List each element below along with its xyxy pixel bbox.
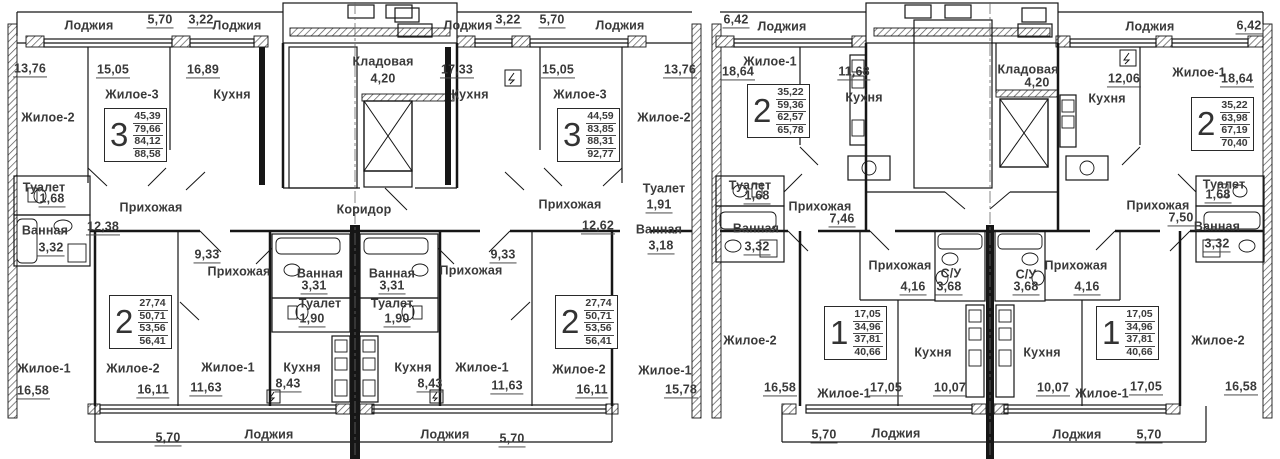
room-label: Кухня bbox=[1023, 345, 1061, 360]
area-value: 5,70 bbox=[1136, 428, 1163, 443]
area-value: 3,32 bbox=[1204, 237, 1231, 252]
room-label: Жилое-1 bbox=[1172, 65, 1226, 80]
apartment-info-box bbox=[747, 84, 810, 138]
room-label: Туалет bbox=[298, 296, 342, 311]
room-label: Жилое-1 bbox=[1075, 386, 1129, 401]
apartment-areas bbox=[851, 307, 885, 359]
room-label: Лоджия bbox=[64, 18, 114, 33]
area-value: 1,91 bbox=[646, 198, 673, 213]
room-label: Жилое-1 bbox=[817, 386, 871, 401]
area-value: 12,06 bbox=[1107, 72, 1141, 87]
area-value: 1,68 bbox=[1205, 188, 1232, 203]
area-value: 11,68 bbox=[837, 65, 870, 80]
apartment-area-value: 27,74 bbox=[139, 297, 166, 309]
apartment-area-value: 50,71 bbox=[585, 309, 612, 322]
apartment-area-value: 45,39 bbox=[134, 110, 161, 122]
apartment-area-value: 17,05 bbox=[1126, 308, 1153, 320]
room-label: Прихожая bbox=[868, 258, 932, 273]
room-label: Жилое-2 bbox=[1191, 333, 1245, 348]
apartment-area-value: 59,36 bbox=[777, 98, 804, 111]
room-label: Прихожая bbox=[538, 197, 602, 212]
room-label: Лоджия bbox=[212, 18, 262, 33]
apartment-rooms-count: 2 bbox=[561, 303, 580, 340]
room-label: Прихожая bbox=[119, 200, 183, 215]
apartment-area-value: 35,22 bbox=[777, 86, 804, 98]
apartment-rooms-count: 1 bbox=[1102, 314, 1121, 351]
apartment-info-box bbox=[109, 295, 172, 349]
area-value: 5,70 bbox=[155, 431, 182, 446]
apartment-area-value: 70,40 bbox=[1221, 136, 1248, 149]
area-value: 16,89 bbox=[186, 63, 220, 78]
apartment-rooms-count: 3 bbox=[563, 116, 582, 153]
area-value: 13,76 bbox=[663, 63, 697, 78]
room-label: Кладовая bbox=[997, 62, 1059, 77]
area-value: 4,20 bbox=[370, 71, 396, 86]
area-value: 10,07 bbox=[933, 381, 967, 396]
area-value: 3,18 bbox=[648, 239, 675, 254]
area-value: 6,42 bbox=[723, 13, 750, 28]
apartment-areas bbox=[136, 296, 170, 348]
room-label: Туалет bbox=[22, 180, 66, 195]
room-label: Ванная bbox=[296, 266, 344, 281]
area-value: 5,70 bbox=[499, 432, 526, 447]
area-value: 6,42 bbox=[1236, 19, 1263, 34]
area-value: 16,11 bbox=[575, 383, 608, 398]
area-value: 15,78 bbox=[664, 383, 698, 398]
room-label: Жилое-3 bbox=[553, 87, 607, 102]
area-value: 3,68 bbox=[1013, 280, 1040, 295]
room-label: Жилое-1 bbox=[743, 54, 797, 69]
room-label: Лоджия bbox=[1052, 427, 1102, 442]
apartment-rooms-count: 2 bbox=[115, 303, 134, 340]
room-label: Кухня bbox=[213, 87, 251, 102]
room-label: Ванная bbox=[732, 221, 780, 236]
room-label: Кладовая bbox=[352, 54, 414, 69]
area-value: 1,68 bbox=[39, 192, 66, 207]
area-value: 1,90 bbox=[384, 312, 411, 327]
room-label: Лоджия bbox=[1125, 19, 1175, 34]
room-label: Ванная bbox=[368, 266, 416, 281]
area-value: 3,68 bbox=[936, 280, 963, 295]
apartment-area-value: 27,74 bbox=[585, 297, 612, 309]
area-value: 4,16 bbox=[1074, 280, 1101, 295]
room-label: Лоджия bbox=[595, 18, 645, 33]
area-value: 16,58 bbox=[1224, 380, 1258, 395]
apartment-area-value: 56,41 bbox=[139, 334, 166, 347]
room-label: Жилое-2 bbox=[106, 361, 160, 376]
apartment-areas bbox=[774, 85, 808, 137]
apartment-area-value: 53,56 bbox=[585, 322, 612, 335]
apartment-info-box bbox=[555, 295, 618, 349]
apartment-areas bbox=[584, 109, 618, 161]
room-label: Туалет bbox=[1202, 177, 1246, 192]
apartment-areas bbox=[1123, 307, 1157, 359]
apartment-rooms-count: 1 bbox=[830, 314, 849, 351]
area-value: 4,16 bbox=[900, 280, 927, 295]
room-label: Жилое-1 bbox=[638, 363, 692, 378]
room-label: Кухня bbox=[283, 360, 321, 375]
room-label: Туалет bbox=[370, 296, 414, 311]
room-label: Лоджия bbox=[443, 18, 493, 33]
room-label: Жилое-2 bbox=[552, 362, 606, 377]
apartment-rooms-count: 2 bbox=[753, 92, 772, 129]
room-label: Кухня bbox=[451, 87, 489, 102]
apartment-area-value: 67,19 bbox=[1221, 124, 1248, 137]
room-label: Кухня bbox=[1088, 91, 1126, 106]
room-label: Ванная bbox=[1193, 219, 1241, 234]
apartment-area-value: 37,81 bbox=[1126, 333, 1153, 346]
area-value: 3,31 bbox=[379, 279, 406, 294]
apartment-area-value: 40,66 bbox=[1126, 345, 1153, 358]
area-value: 7,50 bbox=[1168, 211, 1195, 226]
area-value: 10,07 bbox=[1036, 381, 1070, 396]
area-value: 11,63 bbox=[189, 381, 222, 396]
area-value: 16,58 bbox=[16, 384, 50, 399]
area-value: 15,05 bbox=[96, 63, 130, 78]
room-label: Жилое-2 bbox=[637, 110, 691, 125]
room-label: С/У bbox=[940, 266, 962, 281]
room-label: С/У bbox=[1015, 267, 1037, 282]
room-label: Ванная bbox=[635, 222, 683, 237]
apartment-area-value: 88,58 bbox=[134, 147, 161, 160]
area-value: 1,68 bbox=[744, 189, 771, 204]
elevator-shaft bbox=[364, 99, 1048, 171]
area-value: 15,05 bbox=[541, 63, 575, 78]
apartment-area-value: 34,96 bbox=[1126, 320, 1153, 333]
area-value: 3,22 bbox=[495, 13, 522, 28]
apartment-area-value: 50,71 bbox=[139, 309, 166, 322]
area-value: 17,05 bbox=[1129, 380, 1163, 395]
room-label: Прихожая bbox=[207, 264, 271, 279]
apartment-area-value: 63,98 bbox=[1221, 111, 1248, 124]
area-value: 16,11 bbox=[136, 383, 169, 398]
apartment-area-value: 92,77 bbox=[587, 147, 614, 160]
apartment-area-value: 35,22 bbox=[1221, 99, 1248, 111]
apartment-rooms-count: 3 bbox=[110, 116, 129, 153]
area-value: 5,70 bbox=[147, 13, 174, 28]
area-value: 8,43 bbox=[275, 377, 302, 392]
apartment-area-value: 53,56 bbox=[139, 322, 166, 335]
room-label: Прихожая bbox=[788, 199, 852, 214]
room-label: Ванная bbox=[21, 223, 69, 238]
apartment-areas bbox=[582, 296, 616, 348]
apartment-info-box bbox=[824, 306, 887, 360]
room-label: Туалет bbox=[642, 181, 686, 196]
area-value: 13,76 bbox=[13, 62, 47, 77]
area-value: 8,43 bbox=[417, 377, 444, 392]
apartment-area-value: 65,78 bbox=[777, 123, 804, 136]
apartment-area-value: 56,41 bbox=[585, 334, 612, 347]
apartment-area-value: 62,57 bbox=[777, 111, 804, 124]
apartment-info-box bbox=[1191, 97, 1254, 151]
apartment-info-box bbox=[557, 108, 620, 162]
area-value: 17,05 bbox=[869, 381, 903, 396]
room-label: Лоджия bbox=[871, 426, 921, 441]
apartment-areas bbox=[1218, 98, 1252, 150]
apartment-area-value: 44,59 bbox=[587, 110, 614, 122]
apartment-info-box bbox=[1096, 306, 1159, 360]
area-value: 7,46 bbox=[829, 212, 856, 227]
area-value: 16,58 bbox=[763, 381, 797, 396]
area-value: 5,70 bbox=[539, 13, 566, 28]
apartment-info-box bbox=[104, 108, 167, 162]
room-label: Жилое-2 bbox=[21, 110, 75, 125]
room-label: Жилое-1 bbox=[17, 361, 71, 376]
area-value: 12,38 bbox=[86, 220, 120, 235]
apartment-area-value: 34,96 bbox=[854, 320, 881, 333]
apartment-area-value: 79,66 bbox=[134, 122, 161, 135]
room-label: Жилое-1 bbox=[201, 360, 255, 375]
area-value: 9,33 bbox=[194, 248, 221, 263]
apartment-area-value: 88,31 bbox=[587, 135, 614, 148]
area-value: 18,64 bbox=[721, 65, 755, 80]
room-label: Жилое-2 bbox=[723, 333, 777, 348]
room-label: Кухня bbox=[845, 90, 883, 105]
area-value: 9,33 bbox=[490, 248, 517, 263]
area-value: 3,32 bbox=[38, 241, 65, 256]
apartment-area-value: 84,12 bbox=[134, 135, 161, 148]
room-label: Лоджия bbox=[420, 427, 470, 442]
room-label: Прихожая bbox=[439, 263, 503, 278]
apartment-rooms-count: 2 bbox=[1197, 105, 1216, 142]
apartment-area-value: 37,81 bbox=[854, 333, 881, 346]
room-label: Лоджия bbox=[757, 19, 807, 34]
area-value: 3,22 bbox=[188, 13, 215, 28]
room-label: Кухня bbox=[394, 360, 432, 375]
area-value: 12,62 bbox=[581, 219, 615, 234]
room-label: Жилое-3 bbox=[105, 87, 159, 102]
room-label: Кухня bbox=[914, 345, 952, 360]
room-label: Жилое-1 bbox=[455, 360, 509, 375]
room-label: Прихожая bbox=[1044, 258, 1108, 273]
room-label: Туалет bbox=[728, 178, 772, 193]
area-value: 5,70 bbox=[811, 428, 838, 443]
apartment-area-value: 17,05 bbox=[854, 308, 881, 320]
room-label: Коридор bbox=[336, 202, 392, 217]
room-label: Прихожая bbox=[1126, 198, 1190, 213]
apartment-areas bbox=[131, 109, 165, 161]
room-label: Лоджия bbox=[244, 427, 294, 442]
area-value: 18,64 bbox=[1220, 72, 1254, 87]
area-value: 4,20 bbox=[1024, 75, 1050, 90]
area-value: 1,90 bbox=[299, 312, 326, 327]
area-value: 3,32 bbox=[744, 240, 771, 255]
apartment-area-value: 40,66 bbox=[854, 345, 881, 358]
apartment-area-value: 83,85 bbox=[587, 122, 614, 135]
area-value: 3,31 bbox=[301, 279, 328, 294]
area-value: 11,63 bbox=[490, 379, 523, 394]
area-value: 17,33 bbox=[440, 63, 474, 78]
